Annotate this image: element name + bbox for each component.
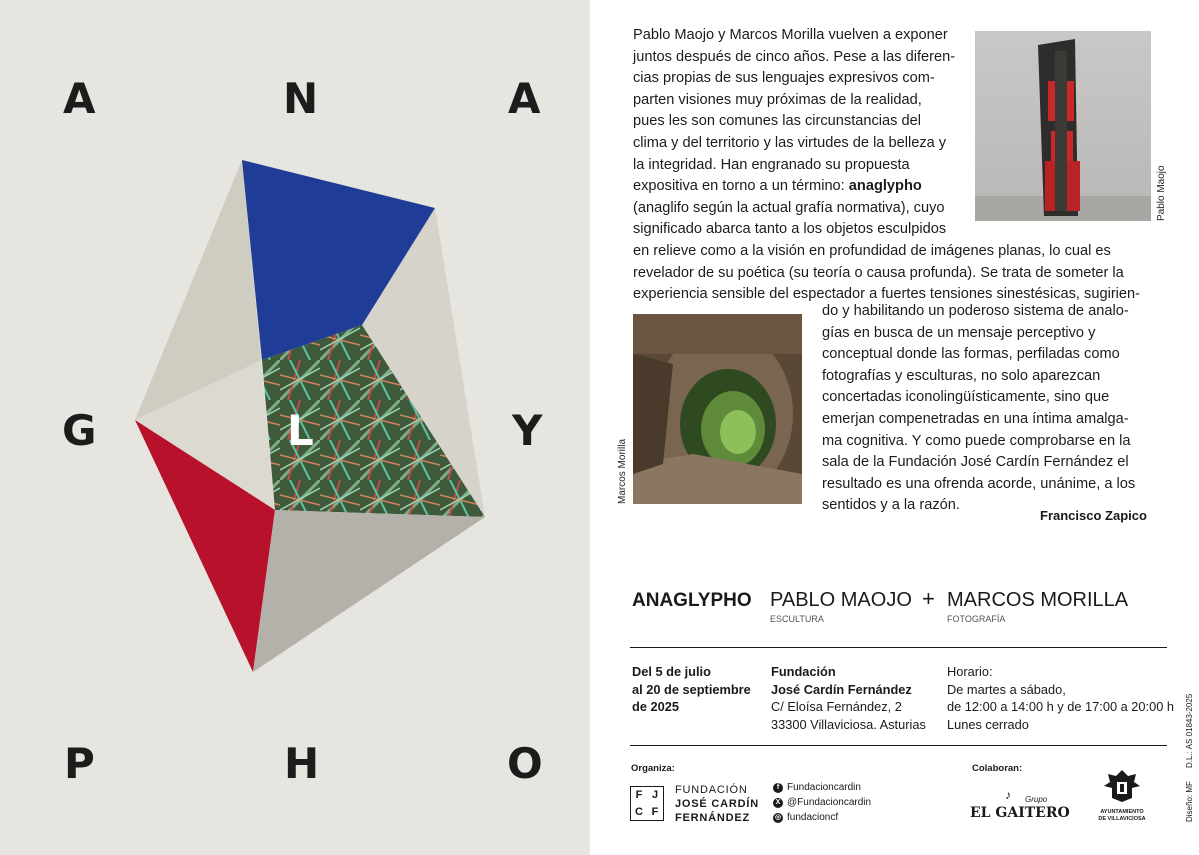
x-link[interactable] <box>773 797 871 808</box>
ayto-line: AYUNTAMIENTO <box>1100 809 1144 815</box>
colaboran-label: Colaboran: <box>972 763 1023 774</box>
text-line: en relieve como a la visión en profundidad de imágenes planas, lo cual es <box>633 243 1111 259</box>
logo-letter: F <box>651 805 659 818</box>
fjcf-logo <box>630 786 664 821</box>
text-line: sentidos y a la razón. <box>822 497 960 514</box>
divider <box>630 745 1167 746</box>
hours-line: de 12:00 a 14:00 h y de 17:00 a 20:00 h <box>947 699 1174 714</box>
instagram-icon: ◎ <box>774 813 782 821</box>
organiza-label: Organiza: <box>631 763 675 774</box>
exhibition-title: ANAGLYPHO <box>632 590 752 611</box>
poster-letter-l: L <box>287 406 314 455</box>
cave-caption: Marcos Morilla <box>617 438 628 504</box>
foundation-line: FERNÁNDEZ <box>675 812 751 824</box>
author-name: Francisco Zapico <box>1040 508 1147 523</box>
hours-line: Lunes cerrado <box>947 716 1029 732</box>
villaviciosa-logo <box>1094 768 1150 824</box>
opening-hours <box>947 663 1174 733</box>
text-line-part: expositiva en torno a un término: <box>633 178 849 195</box>
foundation-line: FUNDACIÓN <box>675 784 748 796</box>
logo-letter: F <box>635 789 643 801</box>
date-line: Del 5 de julio <box>632 664 711 679</box>
poster-letter-a2: A <box>508 74 541 123</box>
artist-2: MARCOS MORILLA <box>947 589 1129 611</box>
facebook-link[interactable] <box>773 782 861 793</box>
text-line: ma cognitiva. Y como puede comprobarse en la <box>822 432 1131 449</box>
design-credit: Diseño: MF <box>1185 781 1194 822</box>
text-line: clima y del territorio y las virtudes de la belleza y <box>633 134 947 151</box>
text-line: juntos después de cinco años. Pese a las diferen- <box>633 48 956 65</box>
date-line: de 2025 <box>632 699 679 714</box>
hours-line: De martes a sábado, <box>947 681 1066 697</box>
x-icon: X <box>773 798 783 808</box>
gaitero-name: EL GAITERO <box>970 805 1070 821</box>
text-line: la integridad. Han engranado su propuesta <box>633 156 910 173</box>
text-line: fotografías y esculturas, no solo aparezcan <box>822 367 1101 384</box>
text-line: resultado es una ofrenda acorde, unánime, a los <box>822 475 1136 492</box>
venue-name-line: Fundación <box>771 664 836 679</box>
facebook-label: Fundacioncardin <box>787 782 861 793</box>
sculpture-photo <box>975 31 1151 221</box>
bold-term: anaglypho <box>848 178 922 195</box>
text-line: revelador de su poética (su teoría o causa profunda). Se trata de someter la <box>633 264 1124 281</box>
text-line: (anaglifo según la actual grafía normativa), cuyo <box>633 199 945 216</box>
facebook-icon: f <box>773 783 783 793</box>
foundation-line: JOSÉ CARDÍN <box>675 798 759 810</box>
discipline-1: ESCULTURA <box>770 614 824 624</box>
bagpipe-icon: ♪ <box>1005 788 1011 802</box>
venue-name-line: José Cardín Fernández <box>771 681 912 697</box>
divider <box>630 647 1167 648</box>
poster-letter-a1: A <box>63 74 96 123</box>
facet-bottom <box>253 510 485 672</box>
x-label: @Fundacioncardin <box>787 797 872 808</box>
venue-address-line: 33300 Villaviciosa. Asturias <box>771 716 926 732</box>
plus-sign: + <box>922 586 935 611</box>
poster-letter-g: G <box>62 406 97 455</box>
foundation-name <box>675 783 759 825</box>
venue <box>771 663 926 733</box>
hours-label: Horario: <box>947 664 993 679</box>
poster-letter-y: Y <box>512 406 543 455</box>
poster-panel <box>0 0 590 855</box>
paragraph-bottom <box>822 301 1135 517</box>
text-line-with-term <box>633 176 955 198</box>
paragraph-top <box>633 25 955 241</box>
poster-letter-n: N <box>283 74 319 123</box>
artist-1: PABLO MAOJO <box>770 589 912 611</box>
cave-photo <box>633 314 802 504</box>
text-line: pues les son comunes las circunstancias del <box>633 113 921 130</box>
ayto-line: DE VILLAVICIOSA <box>1098 816 1146 822</box>
poster-letter-h: H <box>284 739 320 788</box>
text-line: sala de la Fundación José Cardín Fernández el <box>822 454 1129 471</box>
text-line: significado abarca tanto a los objetos esculpidos <box>633 221 947 238</box>
text-line: parten visiones muy próximas de la realidad, <box>633 91 922 108</box>
logo-letter: C <box>635 805 643 818</box>
instagram-link[interactable] <box>773 812 838 823</box>
text-line: cias propias de sus lenguajes expresivos com- <box>633 70 935 87</box>
venue-address-line: C/ Eloísa Fernández, 2 <box>771 699 902 714</box>
text-line: concertadas iconolingüísticamente, sino que <box>822 389 1110 406</box>
discipline-2: FOTOGRAFÍA <box>947 614 1006 624</box>
logo-letter: J <box>651 789 659 801</box>
el-gaitero-logo <box>970 786 1070 824</box>
text-line: conceptual donde las formas, perfiladas como <box>822 346 1120 363</box>
dates <box>632 663 751 716</box>
text-line: emerjan compenetradas en una íntima amalga- <box>822 410 1129 427</box>
paragraph-full <box>633 241 1140 306</box>
coat-of-arms-icon <box>1102 768 1142 804</box>
date-line: al 20 de septiembre <box>632 681 751 697</box>
legal-deposit: D.L.: AS 01843-2025 <box>1185 693 1194 768</box>
text-line: Pablo Maojo y Marcos Morilla vuelven a exponer <box>633 27 948 43</box>
text-line: gías en busca de un mensaje perceptivo y <box>822 324 1096 341</box>
gaitero-grupo: Grupo <box>1025 795 1048 804</box>
poster-letter-o: O <box>507 739 543 788</box>
sculpture-caption: Pablo Maojo <box>1156 165 1167 221</box>
text-line: experiencia sensible del espectador a fuertes tensiones sinestésicas, sugirien- <box>633 286 1141 303</box>
poster-letter-p: P <box>64 739 95 788</box>
instagram-label: fundacioncf <box>787 812 839 823</box>
text-line: do y habilitando un poderoso sistema de analo- <box>822 303 1129 319</box>
